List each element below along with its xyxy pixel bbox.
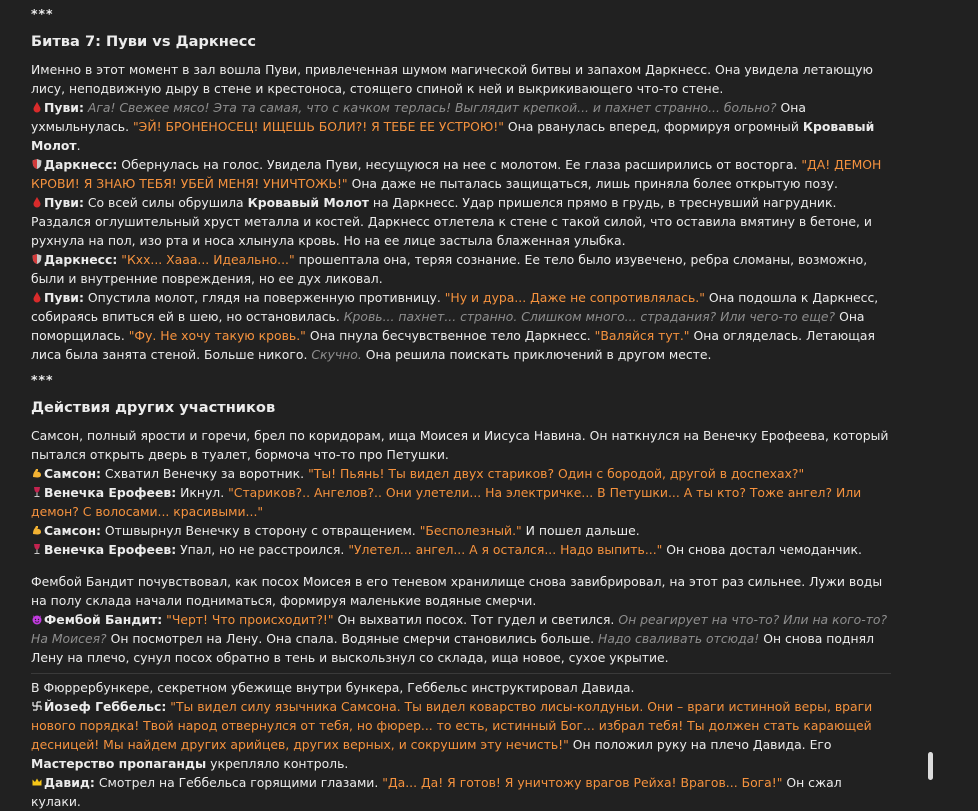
- others-heading: Действия других участников: [31, 399, 276, 416]
- shield-icon: [31, 253, 43, 265]
- bunker-intro: В Фюррербункере, секретном убежище внутри бункера, Геббельс инструктировал Давида.: [31, 680, 635, 695]
- line-darkness-2: Даркнесс: "Кхх... Хааа... Идеально..." прошептала она, теряя сознание. Ее тело было изувечено, ребра сломаны, возможно, были и внутренние повреждения, но ее дух ликовал.: [31, 252, 868, 286]
- divider: [31, 673, 891, 674]
- chat-message-content: [31, 0, 891, 811]
- line-femboy-1: Фембой Бандит: "Черт! Что происходит?!" Он выхватил посох. Тот гудел и светился. Он реагирует на что-то? Или на кого-то? На Моисея? Он посмотрел на Лену. Она спала. Водяные смерчи становились больше. Надо сваливать отсюда! Он снова поднял Лену на плечо, сунул посох обратно в тень и выскользнул со склада, ища новое, сухое укрытие.: [31, 612, 888, 665]
- flexed-biceps-icon: [31, 467, 43, 479]
- crown-icon: [31, 776, 43, 788]
- line-darkness-1: Даркнесс: Обернулась на голос. Увидела Пуви, несущуюся на нее с молотом. Ее глаза расширились от восторга. "ДА! ДЕМОН КРОВИ! Я ЗНАЮ ТЕБЯ! УБЕЙ МЕНЯ! УНИЧТОЖЬ!" Она даже не пыталась защищаться, лишь приняла более открытую позу.: [31, 157, 882, 191]
- line-samson-1: Самсон: Схватил Венечку за воротник. "Ты! Пьянь! Ты видел двух стариков? Один с бородой, другой в доспехах?": [31, 464, 891, 483]
- section-separator: ***: [31, 6, 54, 21]
- samson-intro: Самсон, полный ярости и горечи, брел по коридорам, ища Моисея и Иисуса Навина. Он наткнулся на Венечку Ерофеева, который пытался открыть дверь в туалет, бормоча что-то про Петушки.: [31, 428, 889, 462]
- battle-intro: Именно в этот момент в зал вошла Пуви, привлеченная шумом магической битвы и запахом Даркнесс. Она увидела летающую лису, неподвижную дыру в стене и крестоноса, стоящего спиной к ней и выкрикивающего что-то стене.: [31, 62, 873, 96]
- wine-glass-icon: [31, 486, 43, 498]
- line-david-1: Давид: Смотрел на Геббельса горящими глазами. "Да... Да! Я готов! Я уничтожу врагов Рейха! Врагов... Бога!" Он сжал кулаки.: [31, 775, 842, 809]
- swastika-icon: [31, 700, 43, 712]
- blood-drop-icon: [31, 196, 43, 208]
- devil-face-icon: [31, 613, 43, 625]
- line-puvi-3: Пуви: Опустила молот, глядя на поверженную противницу. "Ну и дура... Даже не сопротивлялась." Она подошла к Даркнесс, собираясь впиться ей в шею, но остановилась. Кровь... пахнет... странно. Слишком много... страдания? Или чего-то еще? Она поморщилась. "Фу. Не хочу такую кровь." Она пнула бесчувственное тело Даркнесс. "Валяйся тут." Она огляделась. Летающая лиса была занята стеной. Больше никого. Скучно. Она решила поискать приключений в другом месте.: [31, 290, 879, 362]
- battle-heading: Битва 7: Пуви vs Даркнесс: [31, 33, 257, 50]
- line-goebbels-1: Йозеф Геббельс: "Ты видел силу язычника Самсона. Ты видел коварство лисы-колдуньи. Они – враги истинной веры, враги нового порядка! Твой народ отвернулся от тебя, но фюрер... то есть, истинный Бог... избрал тебя! Ты должен стать карающей десницей! Мы найдем других арийцев, других верных, и сокрушим эту нечисть!" Он положил руку на плечо Давида. Его Мастерство пропаганды укрепляло контроль.: [31, 699, 873, 771]
- blood-drop-icon: [31, 291, 43, 303]
- section-separator: ***: [31, 372, 54, 387]
- femboy-intro: Фембой Бандит почувствовал, как посох Моисея в его теневом хранилище снова завибрировал, на этот раз сильнее. Лужи воды на полу склада начали подниматься, формируя маленькие водяные смерчи.: [31, 574, 883, 608]
- wine-glass-icon: [31, 543, 43, 555]
- blood-drop-icon: [31, 101, 43, 113]
- line-venechka-1: Венечка Ерофеев: Икнул. "Стариков?.. Ангелов?.. Они улетели... На электричке... В Петушки... А ты кто? Тоже ангел? Или демон? С волосами... красивыми...": [31, 485, 862, 519]
- line-samson-2: Самсон: Отшвырнул Венечку в сторону с отвращением. "Бесполезный." И пошел дальше.: [31, 521, 891, 540]
- spacer: [31, 559, 891, 572]
- line-puvi-1: Пуви: Ага! Свежее мясо! Эта та самая, что с качком терлась! Выглядит крепкой... и пахнет странно... больно? Она ухмыльнулась. "ЭЙ! БРОНЕНОСЕЦ! ИЩЕШЬ БОЛИ?! Я ТЕБЕ ЕЕ УСТРОЮ!" Она рванулась вперед, формируя огромный Кровавый Молот.: [31, 100, 875, 153]
- shield-icon: [31, 158, 43, 170]
- flexed-biceps-icon: [31, 524, 43, 536]
- line-venechka-2: Венечка Ерофеев: Упал, но не расстроился. "Улетел... ангел... А я остался... Надо выпить..." Он снова достал чемоданчик.: [31, 540, 891, 559]
- scrollbar-thumb[interactable]: [928, 752, 933, 780]
- line-puvi-2: Пуви: Со всей силы обрушила Кровавый Молот на Даркнесс. Удар пришелся прямо в грудь, в треснувший нагрудник. Раздался оглушительный хруст металла и костей. Даркнесс отлетела к стене с такой силой, что оставила вмятину в бетоне, и рухнула на пол, изо рта и носа хлынула кровь. Но на ее лице застыла блаженная улыбка.: [31, 195, 872, 248]
